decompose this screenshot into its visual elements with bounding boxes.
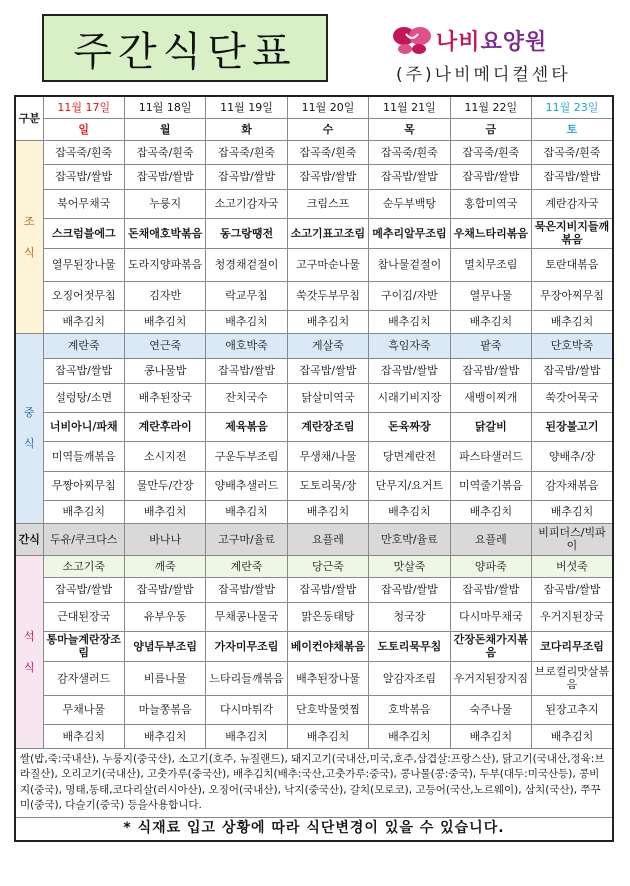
lunch-menu-cell: 돈육짜장 — [369, 412, 450, 441]
breakfast-row — [15, 281, 613, 310]
lunch-menu-cell: 잡곡밥/쌀밥 — [369, 358, 450, 383]
breakfast-menu-cell: 배추김치 — [206, 310, 287, 333]
breakfast-menu-cell: 스크럼블에그 — [43, 218, 124, 248]
dinner-row — [15, 602, 613, 631]
breakfast-menu-cell: 쑥갓두부무침 — [287, 281, 368, 310]
breakfast-menu-cell: 소고기표고조림 — [287, 218, 368, 248]
snack-cell: 만호박/율료 — [369, 523, 450, 555]
lunch-menu-cell: 구운두부조림 — [206, 441, 287, 471]
lunch-menu-cell: 배추된장국 — [124, 383, 205, 412]
dinner-menu-cell: 가자미무조림 — [206, 631, 287, 661]
lunch-row — [15, 383, 613, 412]
lunch-menu-cell: 감자채볶음 — [532, 471, 613, 500]
dinner-menu-cell: 양념두부조림 — [124, 631, 205, 661]
dinner-menu-cell: 다시마무채국 — [450, 602, 531, 631]
snack-cell: 요플레 — [450, 523, 531, 555]
breakfast-menu-cell: 구이김/자반 — [369, 281, 450, 310]
lunch-menu-cell: 계란후라이 — [124, 412, 205, 441]
lunch-menu-cell: 새뱅이찌개 — [450, 383, 531, 412]
origin-note-row — [15, 748, 613, 817]
lunch-menu-cell: 콩나물밥 — [124, 358, 205, 383]
breakfast-row — [15, 189, 613, 218]
logo-name: 나비요양원 — [436, 29, 548, 55]
breakfast-menu-cell: 잡곡밥/쌀밥 — [206, 164, 287, 189]
breakfast-menu-cell: 잡곡죽/흰죽 — [532, 140, 613, 164]
dinner-menu-cell: 잡곡밥/쌀밥 — [369, 577, 450, 602]
weekday-cell: 금 — [450, 118, 531, 140]
lunch-menu-cell: 배추김치 — [287, 500, 368, 523]
company-name: (주)나비메디컬센타 — [396, 65, 571, 85]
date-cell: 11월 20일 — [287, 96, 368, 118]
lunch-menu-cell: 단무지/요거트 — [369, 471, 450, 500]
breakfast-row — [15, 218, 613, 248]
lunch-label — [15, 333, 43, 523]
breakfast-menu-cell: 누룽지 — [124, 189, 205, 218]
lunch-menu-cell: 배추김치 — [124, 500, 205, 523]
weekday-cell: 화 — [206, 118, 287, 140]
breakfast-menu-cell: 고구마순나물 — [287, 248, 368, 281]
dinner-menu-cell: 잡곡밥/쌀밥 — [532, 577, 613, 602]
butterfly-logo-icon — [392, 24, 432, 56]
dinner-menu-cell: 청국장 — [369, 602, 450, 631]
breakfast-menu-cell: 멸치무조림 — [450, 248, 531, 281]
dinner-menu-cell: 배추김치 — [124, 724, 205, 748]
lunch-row — [15, 358, 613, 383]
lunch-row — [15, 471, 613, 500]
dinner-menu-cell: 잡곡밥/쌀밥 — [43, 577, 124, 602]
date-cell: 11월 21일 — [369, 96, 450, 118]
lunch-menu-cell: 도토리묵/장 — [287, 471, 368, 500]
date-row — [15, 96, 613, 118]
dinner-row — [15, 695, 613, 724]
lunch-menu-cell: 배추김치 — [43, 500, 124, 523]
breakfast-menu-cell: 잡곡밥/쌀밥 — [287, 164, 368, 189]
lunch-menu-cell: 시래기비지장 — [369, 383, 450, 412]
origin-note: 쌀(밥,죽:국내산), 누룽지(중국산), 소고기(호주, 뉴질랜드), 돼지고기(국내산,미국,호주,삼겹살:프랑스산), 닭고기(국내산,정육:브라질산), 오리고기(국내산), 고춧가루(중국산), 배추김치(배추:국산,고춧가루:중국), 콩나물(콩:중국), 두부(대두:미국산등), 콩비지(중국), 명태,동태,코다리살(러시아산), 오징어(국내산), 낙지(중국산), 갈치(모로코), 고등어(국산,노르웨이), 삼치(국산), 쭈꾸미(중국), 다슬기(중국) 등을사용합니다. — [15, 748, 613, 817]
lunch-menu-cell: 제육볶음 — [206, 412, 287, 441]
dinner-menu-cell: 배추된장나물 — [287, 661, 368, 695]
dinner-menu-cell: 근대된장국 — [43, 602, 124, 631]
dinner-menu-cell: 된장고추지 — [532, 695, 613, 724]
breakfast-menu-cell: 북어무채국 — [43, 189, 124, 218]
dinner-porridge-cell: 계란죽 — [206, 555, 287, 577]
dinner-menu-cell: 느타리들깨볶음 — [206, 661, 287, 695]
breakfast-menu-cell: 도라지양파볶음 — [124, 248, 205, 281]
dinner-row — [15, 577, 613, 602]
dinner-menu-cell: 무채콩나물국 — [206, 602, 287, 631]
snack-row — [15, 523, 613, 555]
breakfast-menu-cell: 배추김치 — [287, 310, 368, 333]
weekly-menu-table — [14, 95, 614, 842]
dinner-menu-cell: 잡곡밥/쌀밥 — [287, 577, 368, 602]
breakfast-menu-cell: 열무나물 — [450, 281, 531, 310]
lunch-row — [15, 500, 613, 523]
lunch-menu-cell: 잡곡밥/쌀밥 — [450, 358, 531, 383]
breakfast-menu-cell: 청경채겉절이 — [206, 248, 287, 281]
lunch-menu-cell: 닭살미역국 — [287, 383, 368, 412]
dinner-menu-cell: 배추김치 — [369, 724, 450, 748]
warning-row — [15, 817, 613, 841]
breakfast-menu-cell: 소고기감자국 — [206, 189, 287, 218]
lunch-row — [15, 333, 613, 358]
breakfast-row — [15, 248, 613, 281]
lunch-menu-cell: 무생채/나물 — [287, 441, 368, 471]
dinner-menu-cell: 배추김치 — [532, 724, 613, 748]
lunch-menu-cell: 배추김치 — [532, 500, 613, 523]
dinner-menu-cell: 단호박물엿찜 — [287, 695, 368, 724]
dinner-menu-cell: 잡곡밥/쌀밥 — [206, 577, 287, 602]
date-cell: 11월 18일 — [124, 96, 205, 118]
breakfast-menu-cell: 잡곡밥/쌀밥 — [532, 164, 613, 189]
dinner-menu-cell: 숙주나물 — [450, 695, 531, 724]
dinner-menu-cell: 잡곡밥/쌀밥 — [124, 577, 205, 602]
breakfast-menu-cell: 우채느타리볶음 — [450, 218, 531, 248]
lunch-menu-cell: 미역들깨볶음 — [43, 441, 124, 471]
breakfast-menu-cell: 김자반 — [124, 281, 205, 310]
dinner-porridge-cell: 버섯죽 — [532, 555, 613, 577]
lunch-menu-cell: 배추김치 — [369, 500, 450, 523]
dinner-menu-cell: 우거지된장지짐 — [450, 661, 531, 695]
breakfast-menu-cell: 잡곡죽/흰죽 — [369, 140, 450, 164]
breakfast-row — [15, 164, 613, 189]
breakfast-menu-cell: 배추김치 — [532, 310, 613, 333]
breakfast-menu-cell: 순두부백탕 — [369, 189, 450, 218]
lunch-menu-cell: 잡곡밥/쌀밥 — [532, 358, 613, 383]
breakfast-menu-cell: 크림스프 — [287, 189, 368, 218]
lunch-porridge-cell: 흑임자죽 — [369, 333, 450, 358]
date-cell: 11월 19일 — [206, 96, 287, 118]
breakfast-row — [15, 140, 613, 164]
lunch-menu-cell: 파스타샐러드 — [450, 441, 531, 471]
breakfast-menu-cell: 열무된장나물 — [43, 248, 124, 281]
dinner-row — [15, 724, 613, 748]
snack-cell: 비피더스/빅파이 — [532, 523, 613, 555]
breakfast-menu-cell: 락교무침 — [206, 281, 287, 310]
breakfast-menu-cell: 잡곡죽/흰죽 — [206, 140, 287, 164]
dinner-menu-cell: 유부우동 — [124, 602, 205, 631]
page-title: 주간식단표 — [42, 14, 328, 82]
dinner-menu-cell: 배추김치 — [206, 724, 287, 748]
dinner-menu-cell: 도토리묵무침 — [369, 631, 450, 661]
breakfast-menu-cell: 돈채애호박볶음 — [124, 218, 205, 248]
lunch-menu-cell: 소시지전 — [124, 441, 205, 471]
breakfast-menu-cell: 계란감자국 — [532, 189, 613, 218]
breakfast-row — [15, 310, 613, 333]
weekday-row — [15, 118, 613, 140]
dinner-label-char: 석 — [23, 629, 35, 643]
breakfast-menu-cell: 잡곡밥/쌀밥 — [124, 164, 205, 189]
dinner-menu-cell: 잡곡밥/쌀밥 — [450, 577, 531, 602]
dinner-porridge-cell: 깨죽 — [124, 555, 205, 577]
lunch-menu-cell: 잡곡밥/쌀밥 — [206, 358, 287, 383]
lunch-menu-cell: 잡곡밥/쌀밥 — [287, 358, 368, 383]
dinner-row — [15, 555, 613, 577]
breakfast-menu-cell: 홍합미역국 — [450, 189, 531, 218]
weekday-cell: 토 — [532, 118, 613, 140]
breakfast-menu-cell: 배추김치 — [369, 310, 450, 333]
breakfast-label-char: 식 — [23, 245, 35, 259]
snack-cell: 바나나 — [124, 523, 205, 555]
dinner-porridge-cell: 맛살죽 — [369, 555, 450, 577]
menu-change-notice: * 식재료 입고 상황에 따라 식단변경이 있을 수 있습니다. — [15, 817, 613, 841]
lunch-label-char: 중 — [23, 406, 35, 419]
date-cell: 11월 17일 — [43, 96, 124, 118]
lunch-menu-cell: 당면계란전 — [369, 441, 450, 471]
lunch-menu-cell: 양배추/장 — [532, 441, 613, 471]
dinner-menu-cell: 맑은동태탕 — [287, 602, 368, 631]
lunch-menu-cell: 닭갈비 — [450, 412, 531, 441]
breakfast-menu-cell: 무장아찌무침 — [532, 281, 613, 310]
dinner-porridge-cell: 당근죽 — [287, 555, 368, 577]
lunch-row — [15, 441, 613, 471]
dinner-menu-cell: 감자샐러드 — [43, 661, 124, 695]
lunch-menu-cell: 배추김치 — [206, 500, 287, 523]
breakfast-menu-cell: 배추김치 — [43, 310, 124, 333]
lunch-porridge-cell: 연근죽 — [124, 333, 205, 358]
breakfast-menu-cell: 잡곡밥/쌀밥 — [450, 164, 531, 189]
dinner-menu-cell: 코다리무조림 — [532, 631, 613, 661]
dinner-menu-cell: 베이컨야채볶음 — [287, 631, 368, 661]
dinner-menu-cell: 호박볶음 — [369, 695, 450, 724]
lunch-menu-cell: 계란장조림 — [287, 412, 368, 441]
dinner-menu-cell: 간장돈채가지볶음 — [450, 631, 531, 661]
dinner-menu-cell: 마늘쫑볶음 — [124, 695, 205, 724]
dinner-porridge-cell: 양파죽 — [450, 555, 531, 577]
lunch-menu-cell: 잔치국수 — [206, 383, 287, 412]
dinner-menu-cell: 무채나물 — [43, 695, 124, 724]
snack-cell: 두유/쿠크다스 — [43, 523, 124, 555]
breakfast-menu-cell: 오징어젓무침 — [43, 281, 124, 310]
breakfast-menu-cell: 묵은지비지들깨볶음 — [532, 218, 613, 248]
breakfast-label-char: 조 — [23, 214, 35, 228]
snack-label: 간식 — [15, 523, 43, 555]
lunch-label-char: 식 — [23, 437, 35, 450]
dinner-menu-cell: 통마늘계란장조림 — [43, 631, 124, 661]
lunch-menu-cell: 배추김치 — [450, 500, 531, 523]
lunch-menu-cell: 쑥갓어묵국 — [532, 383, 613, 412]
dinner-menu-cell: 비름나물 — [124, 661, 205, 695]
lunch-menu-cell: 양배추샐러드 — [206, 471, 287, 500]
gubun-label: 구분 — [15, 96, 43, 140]
lunch-row — [15, 412, 613, 441]
lunch-menu-cell: 무짱아찌무침 — [43, 471, 124, 500]
breakfast-menu-cell: 잡곡죽/흰죽 — [287, 140, 368, 164]
lunch-menu-cell: 미역줄기볶음 — [450, 471, 531, 500]
snack-cell: 요플레 — [287, 523, 368, 555]
dinner-label — [15, 555, 43, 748]
dinner-menu-cell: 배추김치 — [287, 724, 368, 748]
lunch-porridge-cell: 팥죽 — [450, 333, 531, 358]
weekday-cell: 수 — [287, 118, 368, 140]
dinner-menu-cell: 브로컬리맛살볶음 — [532, 661, 613, 695]
breakfast-menu-cell: 잡곡죽/흰죽 — [124, 140, 205, 164]
lunch-menu-cell: 물만두/간장 — [124, 471, 205, 500]
breakfast-menu-cell: 배추김치 — [124, 310, 205, 333]
breakfast-menu-cell: 동그랑땡전 — [206, 218, 287, 248]
dinner-row — [15, 661, 613, 695]
dinner-row — [15, 631, 613, 661]
breakfast-menu-cell: 배추김치 — [450, 310, 531, 333]
breakfast-menu-cell: 메추리알무조림 — [369, 218, 450, 248]
lunch-porridge-cell: 애호박죽 — [206, 333, 287, 358]
snack-cell: 고구마/율료 — [206, 523, 287, 555]
dinner-menu-cell: 다시마튀각 — [206, 695, 287, 724]
breakfast-menu-cell: 잡곡밥/쌀밥 — [369, 164, 450, 189]
breakfast-menu-cell: 잡곡죽/흰죽 — [43, 140, 124, 164]
lunch-menu-cell: 된장불고기 — [532, 412, 613, 441]
breakfast-menu-cell: 참나물겉절이 — [369, 248, 450, 281]
lunch-menu-cell: 너비아니/파채 — [43, 412, 124, 441]
dinner-porridge-cell: 소고기죽 — [43, 555, 124, 577]
date-cell: 11월 22일 — [450, 96, 531, 118]
dinner-label-char: 식 — [23, 660, 35, 674]
breakfast-menu-cell: 토란대볶음 — [532, 248, 613, 281]
weekday-cell: 목 — [369, 118, 450, 140]
lunch-porridge-cell: 게살죽 — [287, 333, 368, 358]
weekday-cell: 일 — [43, 118, 124, 140]
dinner-menu-cell: 우거지된장국 — [532, 602, 613, 631]
lunch-porridge-cell: 계란죽 — [43, 333, 124, 358]
dinner-menu-cell: 배추김치 — [450, 724, 531, 748]
lunch-menu-cell: 설렁탕/소면 — [43, 383, 124, 412]
breakfast-menu-cell: 잡곡죽/흰죽 — [450, 140, 531, 164]
date-cell: 11월 23일 — [532, 96, 613, 118]
breakfast-label — [15, 140, 43, 333]
lunch-menu-cell: 잡곡밥/쌀밥 — [43, 358, 124, 383]
weekday-cell: 월 — [124, 118, 205, 140]
dinner-menu-cell: 배추김치 — [43, 724, 124, 748]
logo — [392, 22, 602, 88]
breakfast-menu-cell: 잡곡밥/쌀밥 — [43, 164, 124, 189]
lunch-porridge-cell: 단호박죽 — [532, 333, 613, 358]
dinner-menu-cell: 알감자조림 — [369, 661, 450, 695]
